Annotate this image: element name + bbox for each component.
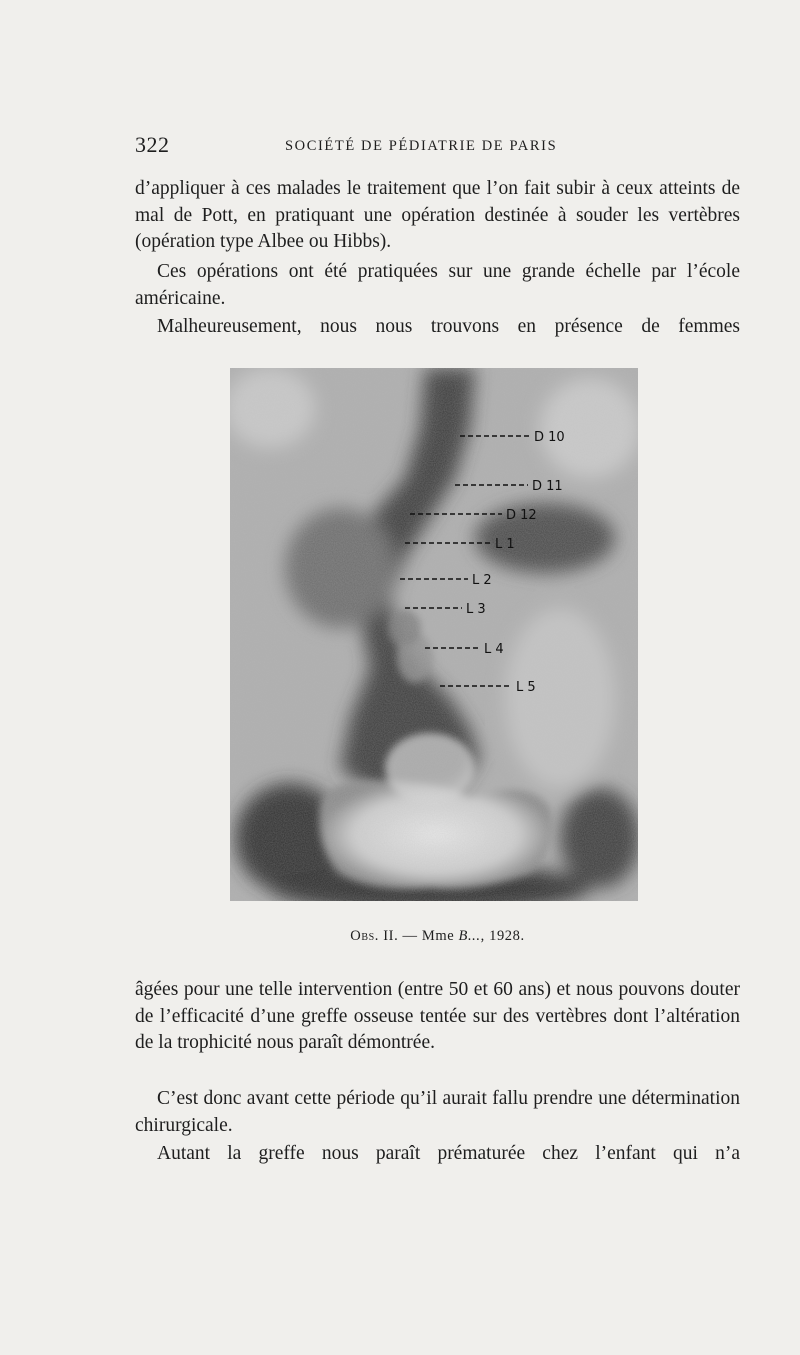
label-d12: D 12 xyxy=(506,508,537,523)
page-header xyxy=(135,132,740,162)
caption-text: — Mme xyxy=(398,928,459,944)
label-l3: L 3 xyxy=(466,602,486,617)
caption-name: B... xyxy=(458,928,481,944)
paragraph-3: Malheureusement, nous nous trouvons en présence de femmes xyxy=(157,316,740,337)
label-l4: L 4 xyxy=(484,642,504,657)
radiograph-image xyxy=(230,368,638,901)
running-title: SOCIÉTÉ DE PÉDIATRIE DE PARIS xyxy=(285,138,558,154)
caption-obs: Obs. II. xyxy=(350,928,399,944)
paragraph-5: C’est donc avant cette période qu’il aurait fallu prendre une détermination chirurgicale. xyxy=(135,1088,740,1136)
page-number: 322 xyxy=(135,132,170,157)
label-l5: L 5 xyxy=(516,680,536,695)
label-l1: L 1 xyxy=(495,537,515,552)
figure-caption xyxy=(135,928,740,945)
paragraph-2: Ces opérations ont été pratiquées sur une grande échelle par l’école américaine. xyxy=(135,261,740,309)
label-d11: D 11 xyxy=(532,479,563,494)
caption-year: , 1928. xyxy=(480,928,525,944)
paragraph-4: âgées pour une telle intervention (entre 50 et 60 ans) et nous pouvons douter de l’efficacité d’une greffe osseuse tentée sur des vertèbres dont l’altération de la trophicité nous paraît démontrée. xyxy=(135,979,740,1053)
paragraph-6: Autant la greffe nous paraît prématurée chez l’enfant qui n’a xyxy=(157,1143,740,1164)
paragraph-1: d’appliquer à ces malades le traitement que l’on fait subir à ceux atteints de mal de Pott, en pratiquant une opération destinée à souder les vertèbres (opération type Albee ou Hibbs). xyxy=(135,178,740,252)
label-d10: D 10 xyxy=(534,430,565,445)
spine-radiograph-figure xyxy=(230,368,638,901)
label-l2: L 2 xyxy=(472,573,492,588)
